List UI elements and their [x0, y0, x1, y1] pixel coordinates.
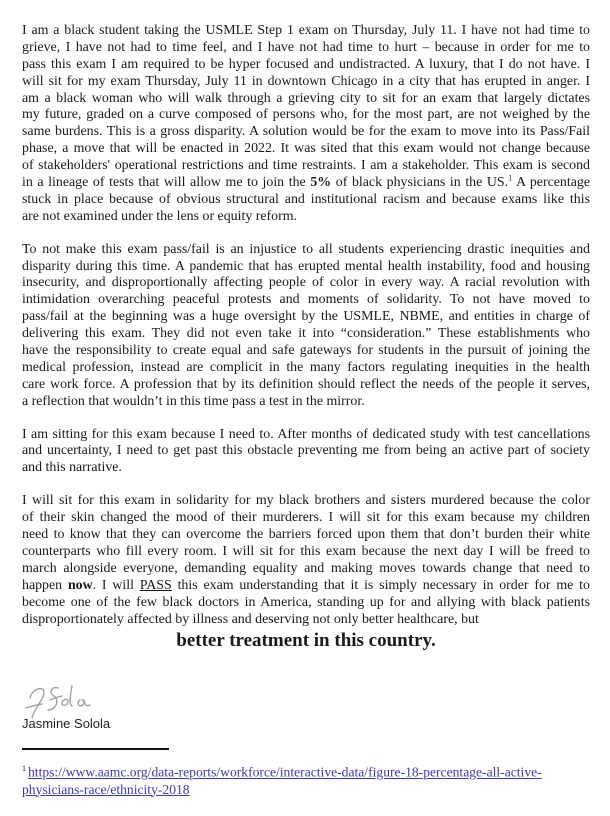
text-segment: have the responsibility to create equal and safe gateways for students in the pursuit of joining the	[22, 343, 590, 359]
text-segment: pass/fail at the beginning was a huge oversight by the USMLE, NBME, and entities in charge of	[22, 309, 590, 325]
text-segment: in a lineage of tests that will allow me to join the	[22, 175, 311, 191]
paragraph	[22, 23, 590, 226]
text-segment: . I will	[92, 577, 140, 593]
text-segment: and this narrative.	[22, 460, 122, 476]
text-segment: A percentage	[512, 175, 591, 191]
text-segment: disproportionately affected by illness and deserving not only better healthcare, but	[22, 611, 479, 627]
text-line	[22, 292, 590, 309]
text-line	[22, 360, 590, 377]
text-segment: I am sitting for this exam because I need to. After months of dedicated study with test cancellations	[22, 426, 590, 442]
text-line	[22, 527, 590, 544]
text-line	[22, 74, 590, 91]
text-line	[22, 561, 590, 578]
text-segment: of stakeholders' operational restrictions and time restraints. I am a stakeholder. This exam is second	[22, 158, 590, 174]
paragraphs	[22, 23, 590, 628]
text-line	[22, 427, 590, 444]
text-line	[22, 242, 590, 259]
text-line	[22, 40, 590, 57]
signer-name: Jasmine Solola	[22, 716, 111, 731]
text-line	[22, 510, 590, 527]
text-segment: of their skin changed the mood of their murderers. I will sit for this exam because my children	[22, 510, 590, 526]
letter-body	[22, 23, 590, 652]
paragraph	[22, 427, 590, 478]
text-segment: become one of the few black doctors in America, standing up for and allying with black patients	[22, 594, 590, 610]
text-segment: I am a black student taking the USMLE Step 1 exam on Thursday, July 11. I have not had time to	[22, 23, 590, 38]
text-segment: care work force. A profession that by its definition should reflect the needs of the people it serves,	[22, 376, 590, 392]
text-segment: this exam understanding that it is simply necessary in order for me to	[171, 577, 590, 593]
text-segment: of black physicians in the US.	[331, 175, 509, 191]
text-line	[22, 612, 590, 629]
text-segment: stuck in place because of obvious structural and institutional racism and because exams like this	[22, 191, 590, 207]
text-segment: will sit for my exam Thursday, July 11 in downtown Chicago in a city that has erupted in anger. I	[22, 73, 590, 89]
text-line	[22, 394, 590, 411]
text-segment: a reflection that wouldn’t in this time pass a test in the mirror.	[22, 393, 365, 409]
text-line	[22, 23, 590, 40]
paragraph	[22, 242, 590, 411]
text-segment: medical profession, instead are complicit in the many factors regulating inequities in the health	[22, 359, 590, 375]
text-line	[22, 175, 590, 192]
text-line	[22, 544, 590, 561]
text-segment: intimidation overarching peaceful protests and moments of solidarity. To not have moved to	[22, 292, 590, 308]
text-segment: delivering this exam. They did not even take it into “consideration.” These establishments who	[22, 326, 590, 342]
text-line	[22, 91, 590, 108]
text-line	[22, 209, 590, 226]
text-line	[22, 460, 590, 477]
emphasized-text: now	[67, 577, 93, 593]
text-line	[22, 57, 590, 74]
text-line	[22, 595, 590, 612]
footnote-divider	[22, 748, 169, 750]
text-line	[22, 309, 590, 326]
text-segment: phase, a move that will be enacted in 2022. It was sited that this exam would not change because	[22, 141, 590, 157]
footnote-reference: 1	[508, 173, 513, 183]
text-segment: I will sit for this exam in solidarity for my black brothers and sisters murdered because the color	[22, 493, 590, 509]
text-segment: insecurity, and disproportionally affecting people of color in every way. A racial revolution with	[22, 275, 590, 291]
footnote-marker: 1	[22, 764, 26, 773]
paragraph	[22, 493, 590, 628]
text-line	[22, 343, 590, 360]
text-segment: grieve, I have not had to time feel, and I have not had time to hurt – because in order for me to	[22, 39, 590, 55]
closing-statement: better treatment in this country.	[176, 630, 436, 652]
footnote-link[interactable]: https://www.aamc.org/data-reports/workforce/interactive-data/figure-18-percentage-all-active-physicians-race/ethnicity-2018	[22, 764, 542, 797]
text-segment: happen	[22, 577, 68, 593]
text-segment: pass this exam I am required to be hyper focused and undistracted. A luxury, that I do not have. I	[22, 56, 590, 72]
text-line	[22, 443, 590, 460]
text-segment: are not examined under the lens or equity reform.	[22, 208, 298, 224]
text-segment: and uncertainty, I need to get past this obstacle preventing me from being an active part of society	[22, 443, 590, 459]
text-segment: am a black woman who will walk through a grieving city to sit for an exam that largely dictates	[22, 90, 590, 106]
text-segment: disparity during this time. A pandemic that has erupted mental health instability, food and housing	[22, 258, 590, 274]
text-line	[22, 578, 590, 595]
text-line	[22, 124, 590, 141]
text-line	[22, 107, 590, 124]
text-line	[22, 493, 590, 510]
text-line	[22, 192, 590, 209]
text-segment: same burdens. This is a gross disparity. A solution would be for the exam to move into its Pass/Fail	[22, 124, 590, 140]
text-segment: march alongside everyone, demanding equality and making moves towards change that need to	[22, 560, 590, 576]
text-line	[22, 259, 590, 276]
text-segment: my future, graded on a curve composed of persons who, for the most part, are not weighed by the	[22, 107, 590, 123]
text-line	[22, 275, 590, 292]
text-segment: need to know that they can overcome the barriers forced upon them that don’t burden their white	[22, 527, 590, 543]
text-line	[22, 141, 590, 158]
text-line	[22, 326, 590, 343]
text-line	[22, 377, 590, 394]
text-line	[22, 158, 590, 175]
text-segment: To not make this exam pass/fail is an injustice to all students experiencing drastic inequities and	[22, 241, 590, 257]
footnote	[22, 760, 594, 798]
emphasized-text: 5%	[310, 175, 332, 191]
text-segment: counterparts who fill every room. I will sit for this exam because the next day I will be freed to	[22, 543, 590, 559]
handwritten-signature	[22, 678, 112, 720]
emphasized-text: PASS	[139, 577, 172, 593]
